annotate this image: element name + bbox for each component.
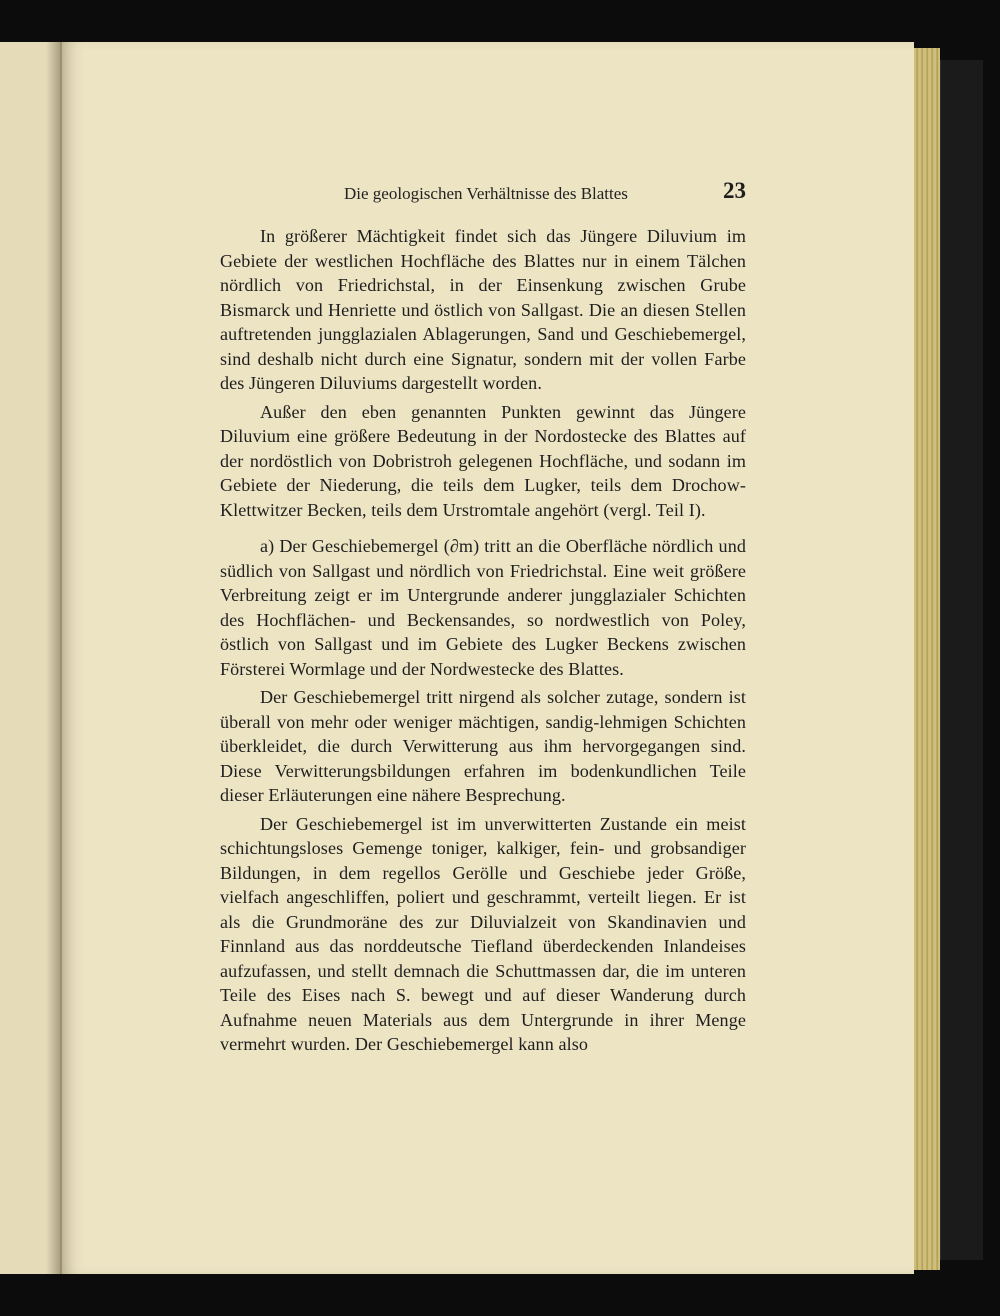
paragraph: In größerer Mächtigkeit findet sich das Jüngere Diluvium im Gebiete der westlichen Hochfläche des Blattes nur in einem Tälchen nördlich von Friedrichstal, in der Einsenkung zwischen Grube Bismarck und Henriette und östlich von Sallgast. Die an diesen Stellen auftretenden jungglazialen Ablagerungen, Sand und Geschiebemergel, sind deshalb nicht durch eine Signatur, sondern mit der vollen Farbe des Jüngeren Diluviums dargestellt worden. <box>220 226 746 393</box>
running-head: Die geologischen Verhältnisse des Blattes <box>344 184 628 203</box>
book-cover <box>940 60 983 1260</box>
left-page-edge <box>0 42 62 1274</box>
paragraph: Der Geschiebemergel ist im unverwitterten Zustande ein meist schichtungsloses Gemenge toniger, kalkiger, fein- und grobsandiger Bildungen, in dem regellos Gerölle und Geschiebe jeder Größe, vielfach angeschliffen, poliert und geschrammt, verteilt liegen. Er ist als die Grundmoräne des zur Diluvialzeit von Skandinavien und Finnland aus das norddeutsche Tiefland überdeckenden Inlandeises aufzufassen, und stellt demnach die Schuttmassen dar, die im unteren Teile des Eises nach S. bewegt und auf dieser Wanderung durch Aufnahme neuen Materials aus dem Untergrunde in ihrer Menge vermehrt wurden. Der Geschiebemergel kann also <box>220 813 746 1054</box>
page-number: 23 <box>723 178 746 203</box>
page-stack-edges <box>914 48 940 1270</box>
paragraph: a) Der Geschiebemergel (∂m) tritt an die Oberfläche nördlich und südlich von Sallgast und nördlich von Friedrichstal. Eine weit größere Verbreitung zeigt er im Untergrunde anderer jungglazialer Schichten des Hochflächen- und Beckensandes, so nordwestlich von Poley, östlich von Sallgast und im Gebiete des Lugker Beckens zwischen Försterei Wormlage und der Nordwestecke des Blattes. <box>220 536 746 679</box>
body-text <box>220 224 746 1061</box>
paragraph: Außer den eben genannten Punkten gewinnt das Jüngere Diluvium eine größere Bedeutung in der Nordostecke des Blattes auf der nordöstlich von Dobristroh gelegenen Hochfläche, und sodann im Gebiete der Niederung, die teils dem Lugker, teils dem Drochow-Klettwitzer Becken, teils dem Urstromtale angehört (vergl. Teil I). <box>220 401 746 520</box>
gutter-shadow <box>46 42 60 1274</box>
page-header <box>220 178 746 208</box>
paragraph: Der Geschiebemergel tritt nirgend als solcher zutage, sondern ist überall von mehr oder weniger mächtigen, sandig-lehmigen Schichten überkleidet, die durch Verwitterung aus ihm hervorgegangen sind. Diese Verwitterungsbildungen erfahren im bodenkundlichen Teile dieser Erläuterungen eine nähere Besprechung. <box>220 687 746 805</box>
